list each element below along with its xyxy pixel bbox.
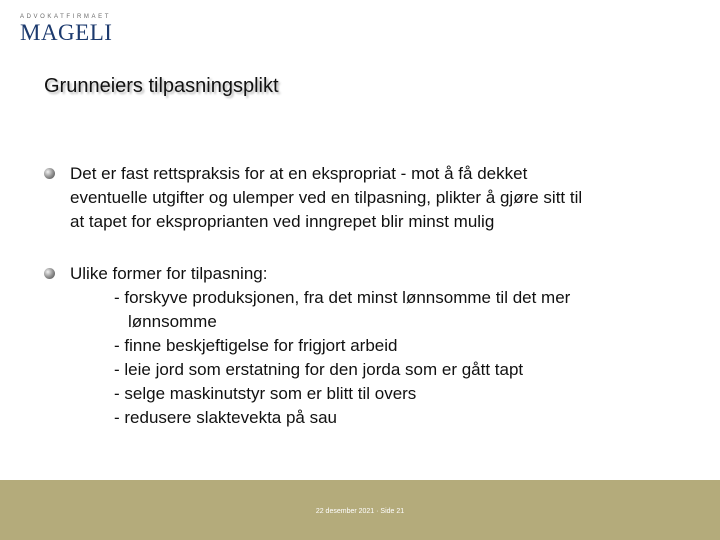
bullet-item-2: [44, 262, 694, 430]
bullet-line: eventuelle utgifter og ulemper ved en tilpasning, plikter å gjøre sitt til: [70, 188, 583, 207]
bullet-line: Ulike former for tilpasning:: [70, 264, 268, 283]
bullet-item-1: [44, 162, 694, 234]
logo-tagline: ADVOKATFIRMAET: [20, 14, 111, 20]
logo-name: MAGELI: [20, 20, 113, 45]
sub-item: - forskyve produksjonen, fra det minst lønnsomme til det mer: [114, 288, 571, 307]
sub-list: [114, 286, 694, 430]
bullet-text: [70, 262, 267, 286]
sub-item: - redusere slaktevekta på sau: [114, 408, 338, 427]
bullet-line: Det er fast rettspraksis for at en ekspropriat - mot å få dekket: [70, 164, 528, 183]
sub-item-continuation: lønnsomme: [128, 312, 217, 331]
slide-title: Grunneiers tilpasningsplikt: [44, 75, 279, 97]
bullet-dot-icon: [44, 268, 55, 279]
bullet-line: at tapet for eksproprianten ved inngrepet blir minst mulig: [70, 212, 495, 231]
company-logo: [20, 14, 120, 45]
sub-item: - selge maskinutstyr som er blitt til overs: [114, 384, 417, 403]
footer-bar: [0, 480, 720, 540]
bullet-dot-icon: [44, 168, 55, 179]
footer-date-page: 22 desember 2021 · Side 21: [315, 508, 405, 515]
bullet-text: [70, 162, 582, 234]
sub-item: - finne beskjeftigelse for frigjort arbeid: [114, 336, 398, 355]
sub-item: - leie jord som erstatning for den jorda som er gått tapt: [114, 360, 524, 379]
